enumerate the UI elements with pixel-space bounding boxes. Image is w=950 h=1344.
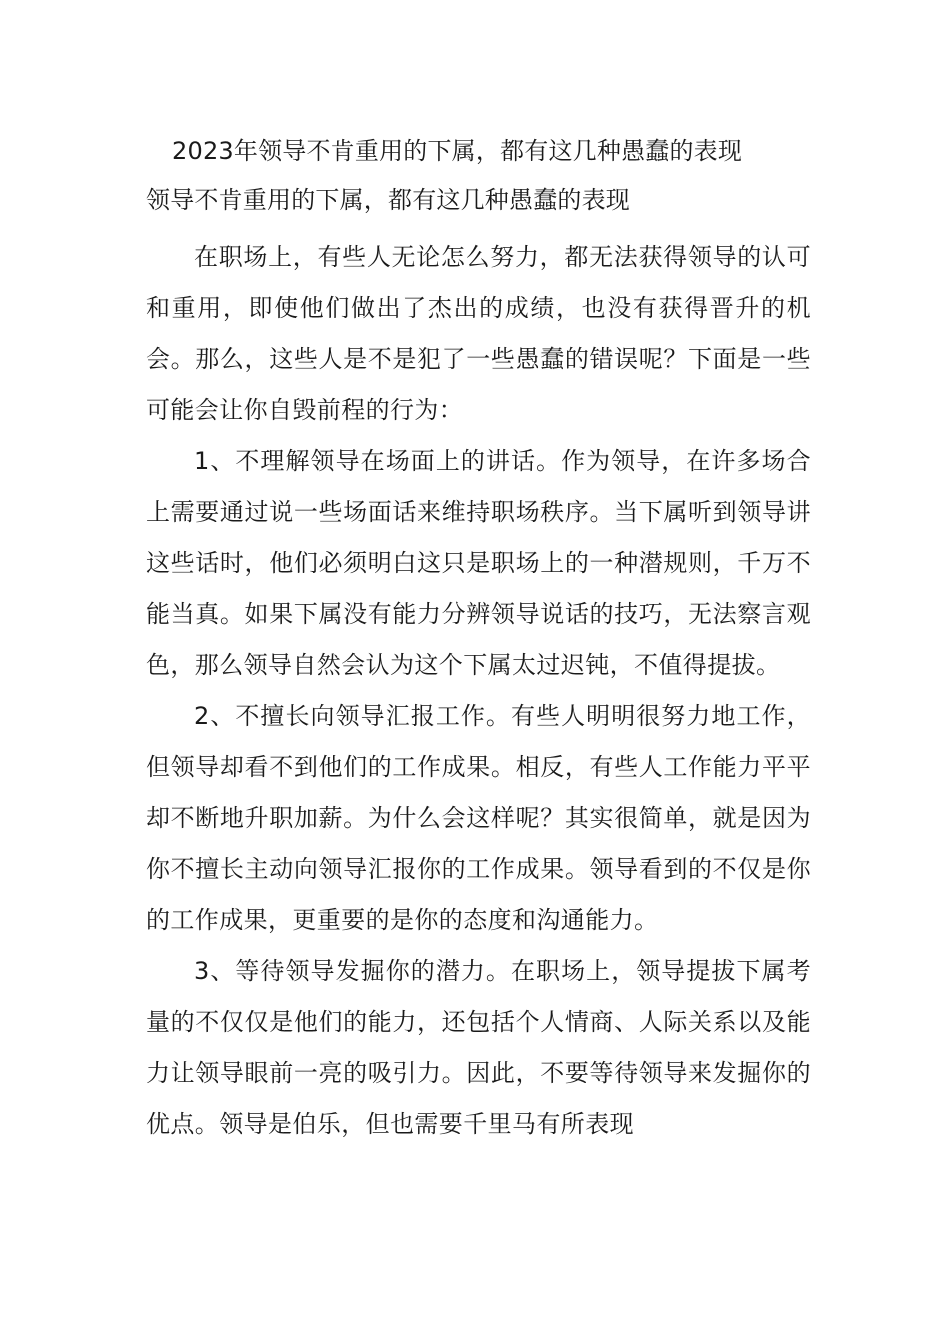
- document-subtitle: 领导不肯重用的下属，都有这几种愚蠢的表现: [146, 186, 630, 214]
- document-body: [146, 232, 811, 1150]
- paragraph-point-2: 2、不擅长向领导汇报工作。有些人明明很努力地工作，但领导却看不到他们的工作成果。相反，有些人工作能力平平却不断地升职加薪。为什么会这样呢？其实很简单，就是因为你不擅长主动向领导汇报你的工作成果。领导看到的不仅是你的工作成果，更重要的是你的态度和沟通能力。: [146, 702, 811, 934]
- paragraph-point-3: 3、等待领导发掘你的潜力。在职场上，领导提拔下属考量的不仅仅是他们的能力，还包括个人情商、人际关系以及能力让领导眼前一亮的吸引力。因此，不要等待领导来发掘你的优点。领导是伯乐，但也需要千里马有所表现: [146, 957, 811, 1138]
- paragraph-point-1: 1、不理解领导在场面上的讲话。作为领导，在许多场合上需要通过说一些场面话来维持职场秩序。当下属听到领导讲这些话时，他们必须明白这只是职场上的一种潜规则，千万不能当真。如果下属没有能力分辨领导说话的技巧，无法察言观色，那么领导自然会认为这个下属太过迟钝，不值得提拔。: [146, 447, 811, 679]
- document-title: 2023年领导不肯重用的下属，都有这几种愚蠢的表现: [172, 137, 743, 165]
- paragraph-intro: 在职场上，有些人无论怎么努力，都无法获得领导的认可和重用，即使他们做出了杰出的成绩，也没有获得晋升的机会。那么，这些人是不是犯了一些愚蠢的错误呢？下面是一些可能会让你自毁前程的行为：: [146, 243, 811, 424]
